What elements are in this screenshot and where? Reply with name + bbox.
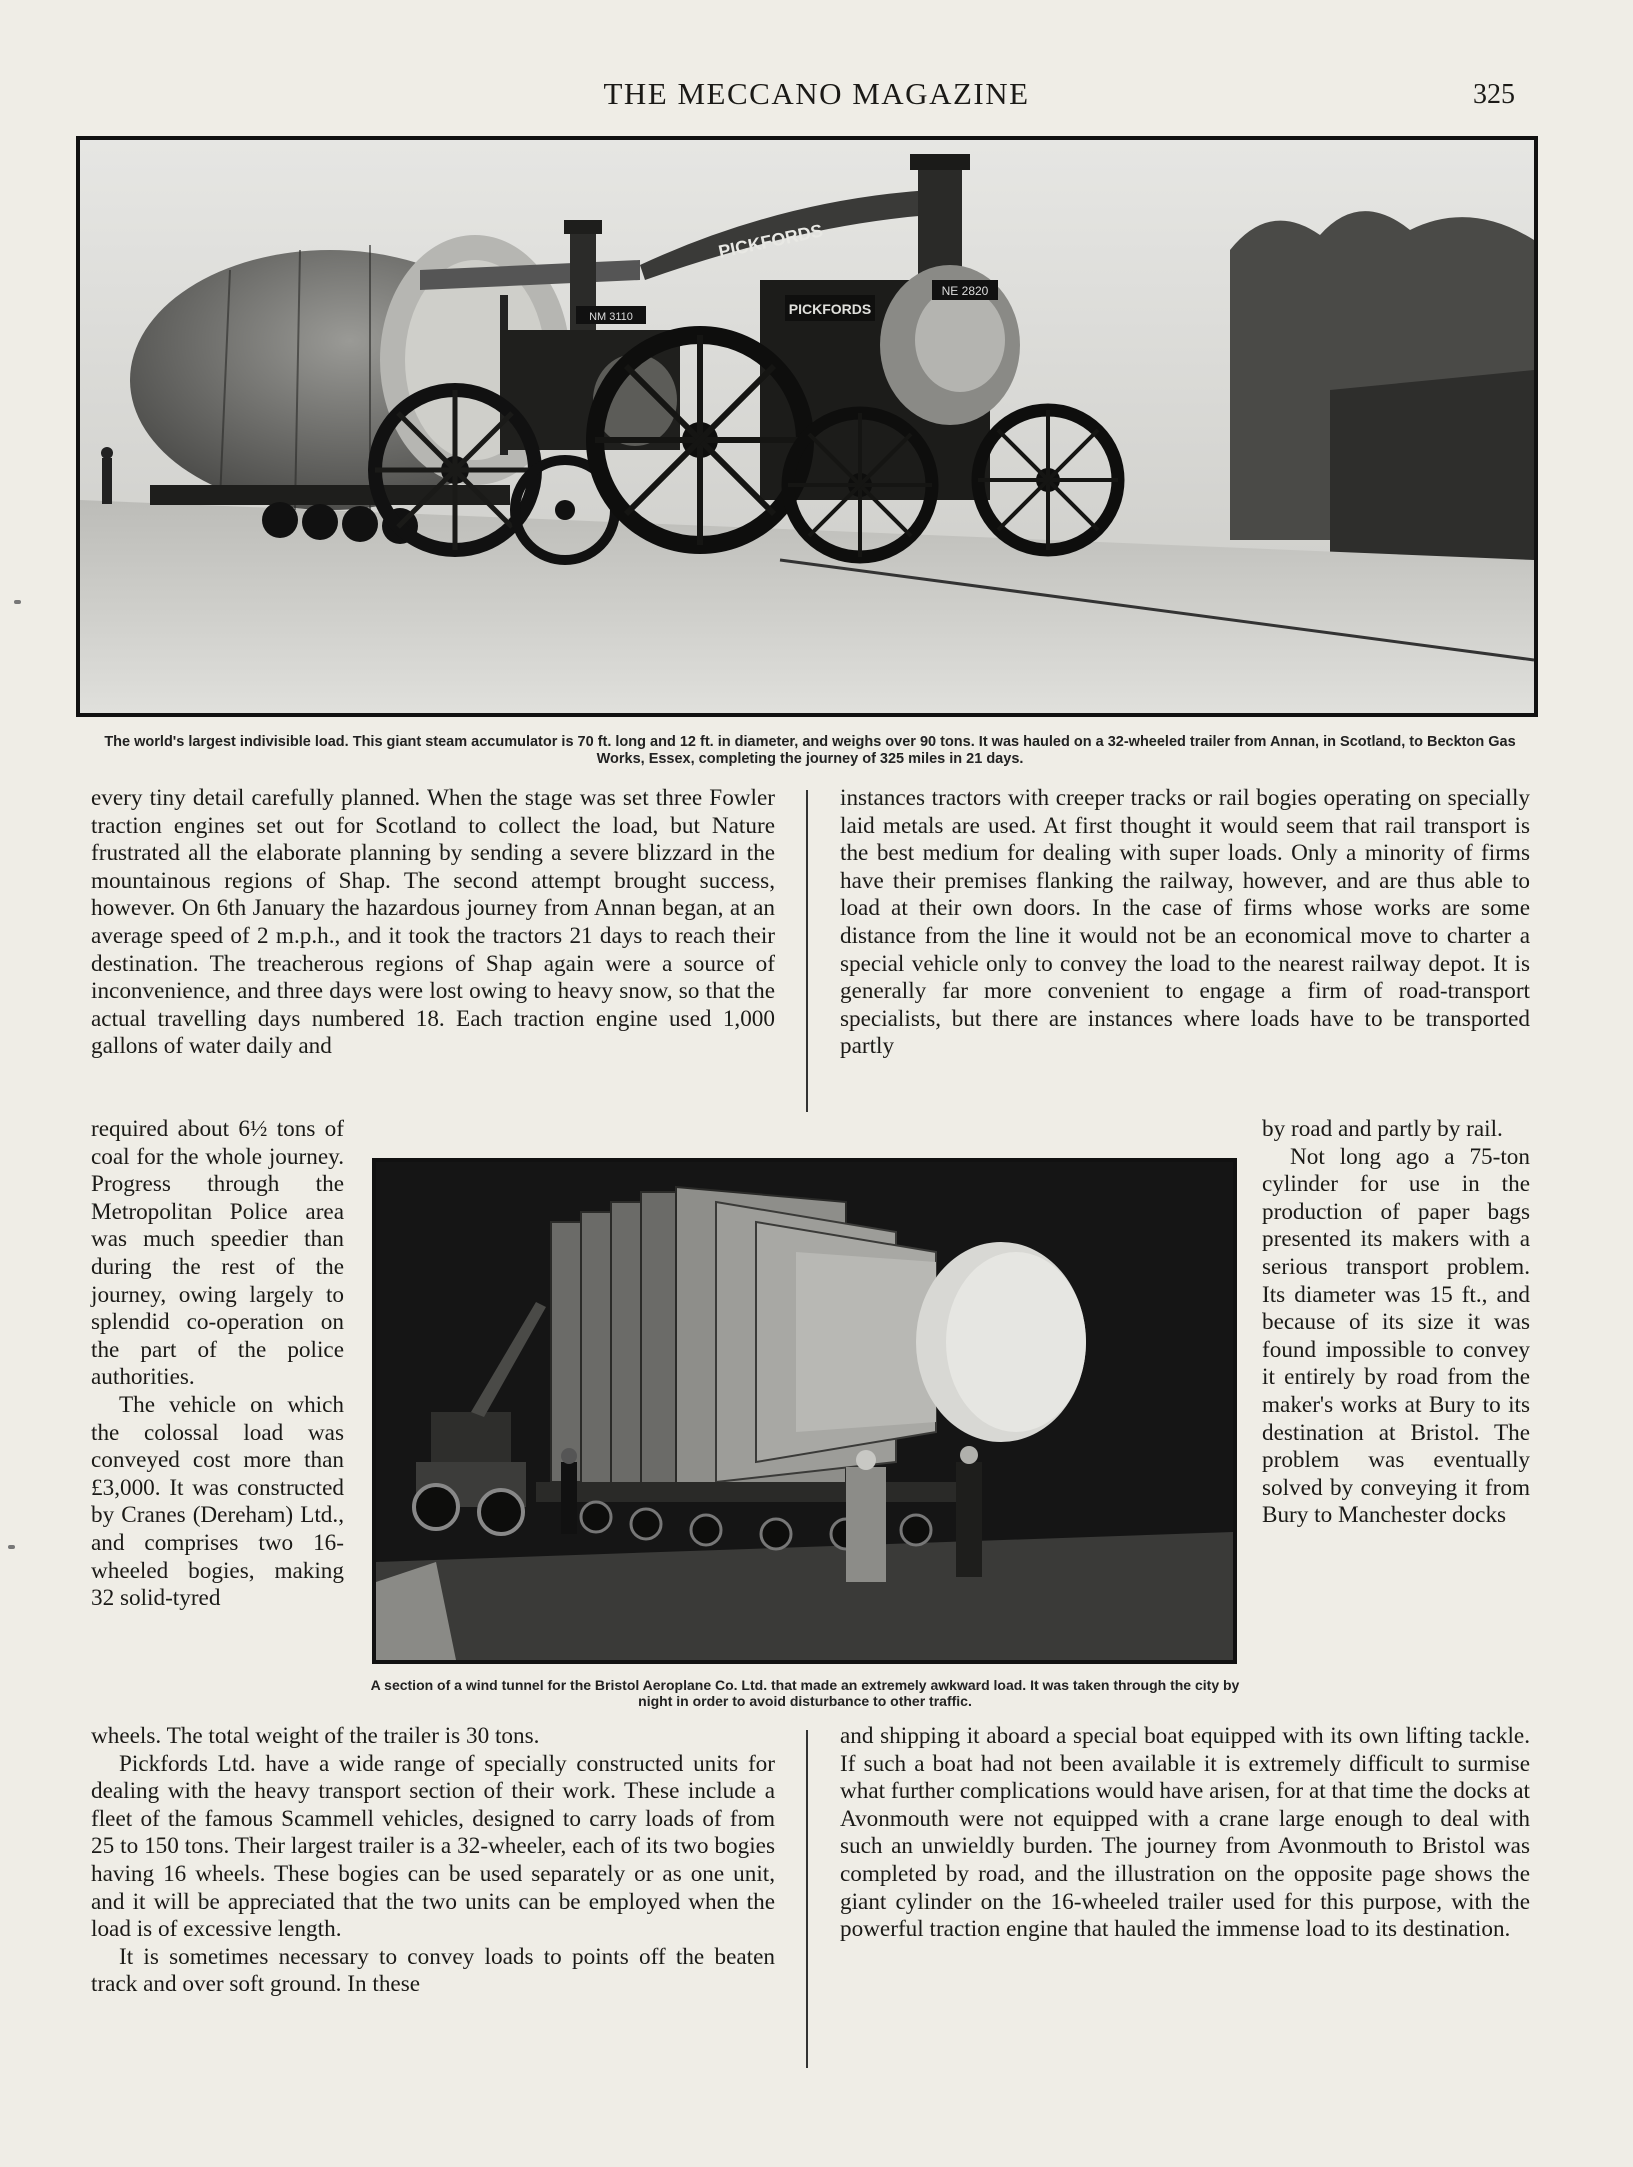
column-2-bottom bbox=[840, 1723, 1530, 1944]
paragraph: and shipping it aboard a special boat equipped with its own lifting tackle. If such a boat had not been available it is extremely difficult to surmise what further complications would have arisen, for at that time the docks at Avonmouth were not equipped with a crane large enough to deal with such an unwieldly burden. The journey from Avonmouth to Bristol was completed by road, and the illustration on the opposite page shows the giant cylinder on the 16-wheeled trailer used for this purpose, with the powerful traction engine that hauled the immense load to its destination. bbox=[840, 1723, 1530, 1943]
paragraph: by road and partly by rail. bbox=[1262, 1116, 1503, 1142]
column-2-narrow bbox=[1262, 1116, 1530, 1530]
front-plate-text: NE 2820 bbox=[941, 284, 989, 298]
margin-speck bbox=[14, 600, 21, 604]
column-rule-bottom bbox=[806, 1730, 808, 2068]
rear-plate-text: NM 3110 bbox=[589, 311, 633, 323]
paragraph: The vehicle on which the colossal load was conveyed cost more than £3,000. It was constructed by Cranes (Dereham) Ltd., and comprises two 16-wheeled bogies, making 32 solid-tyred bbox=[91, 1391, 344, 1612]
column-1-bottom bbox=[91, 1723, 775, 1999]
column-1-narrow bbox=[91, 1116, 344, 1613]
photo2-caption: A section of a wind tunnel for the Bristol Aeroplane Co. Ltd. that made an extremely awkward load. It was taken through the city by night in order to avoid disturbance to other traffic. bbox=[370, 1677, 1240, 1709]
magazine-title: THE MECCANO MAGAZINE bbox=[603, 76, 1030, 111]
traction-engines-illustration bbox=[80, 140, 1534, 713]
page-number: 325 bbox=[1473, 79, 1515, 110]
paragraph: instances tractors with creeper tracks or rail bogies operating on specially laid metals are used. At first thought it would seem that rail transport is the best medium for dealing with super loads. Only a minority of firms have their premises flanking the railway, however, and are thus able to load at their own doors. In the case of firms whose works are some distance from the line it would not be an economical move to charter a special vehicle only to convey the load to the nearest railway depot. It is generally far more convenient to engage a firm of road-transport specialists, but there are instances where loads have to be transported partly bbox=[840, 785, 1530, 1060]
margin-speck bbox=[8, 1545, 15, 1549]
paragraph: Not long ago a 75-ton cylinder for use in the production of paper bags presented its makers with a serious transport problem. Its diameter was 15 ft., and because of its size it was found impossible to convey it entirely by road from the maker's works at Bury to its destination at Bristol. The problem was eventually solved by conveying it from Bury to Manchester docks bbox=[1262, 1143, 1530, 1529]
column-1-top bbox=[91, 785, 775, 1061]
paragraph: It is sometimes necessary to convey loads to points off the beaten track and over soft ground. In these bbox=[91, 1943, 775, 1998]
photo1-caption: The world's largest indivisible load. This giant steam accumulator is 70 ft. long and 12 ft. in diameter, and weighs over 90 tons. It was hauled on a 32-wheeled trailer from Annan, in Scotland, to Beckton Gas Works, Essex, completing the journey of 325 miles in 21 days. bbox=[104, 734, 1516, 767]
traction-engines-photo bbox=[76, 136, 1538, 717]
wind-tunnel-illustration bbox=[376, 1162, 1233, 1660]
column-rule-top bbox=[806, 790, 808, 1112]
paragraph: every tiny detail carefully planned. When the stage was set three Fowler traction engines set out for Scotland to collect the load, but Nature frustrated all the elaborate planning by sending a severe blizzard in the mountainous regions of Shap. The second attempt brought success, however. On 6th January the hazardous journey from Annan began, at an average speed of 2 m.p.h., and it took the tractors 21 days to reach their destination. The treacherous regions of Shap again were a source of inconvenience, and three days were lost owing to heavy snow, so that the actual travelling days numbered 18. Each traction engine used 1,000 gallons of water daily and bbox=[91, 785, 775, 1060]
column-2-top bbox=[840, 785, 1530, 1061]
side-lettering: PICKFORDS bbox=[788, 301, 872, 317]
paragraph: required about 6½ tons of coal for the whole journey. Progress through the Metropolitan Police area was much speedier than during the rest of the journey, owing largely to splendid co-operation on the part of the police authorities. bbox=[91, 1116, 344, 1391]
paragraph: Pickfords Ltd. have a wide range of specially constructed units for dealing with the heavy transport section of their work. These include a fleet of the famous Scammell vehicles, designed to carry loads of from 25 to 150 tons. Their largest trailer is a 32-wheeler, each of its two bogies having 16 wheels. These bogies can be used separately or as one unit, and it will be appreciated that the two units can be employed when the load is of excessive length. bbox=[91, 1750, 775, 1943]
paragraph: wheels. The total weight of the trailer is 30 tons. bbox=[91, 1723, 540, 1749]
canopy-lettering: PICKFORDS bbox=[716, 220, 825, 262]
wind-tunnel-photo bbox=[372, 1158, 1237, 1664]
running-head bbox=[0, 76, 1633, 116]
